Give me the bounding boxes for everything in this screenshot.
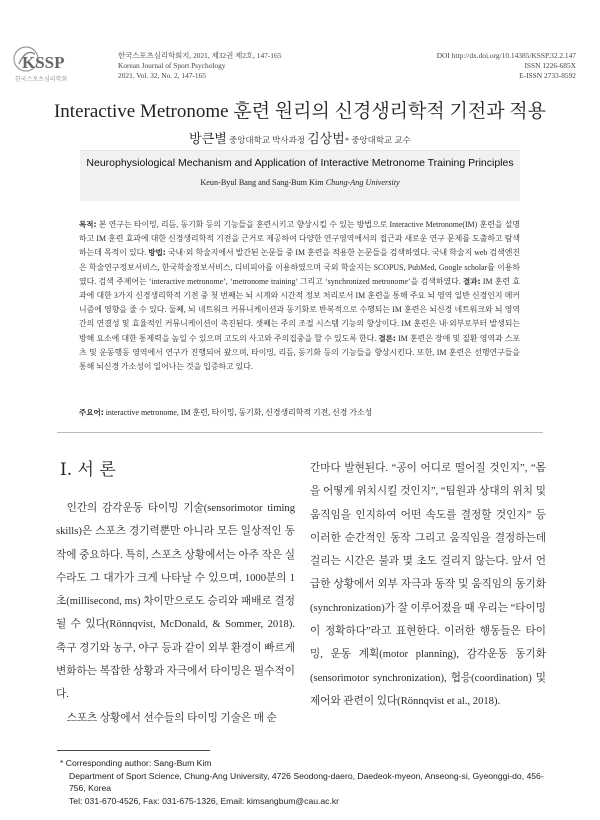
body-left-column: [56, 497, 295, 730]
abstract-method-label: 방법:: [148, 248, 166, 258]
footnote-corresponding: * Corresponding author: Sang-Bum Kim: [60, 758, 212, 768]
author-1-affiliation: 중앙대학교 박사과정: [226, 135, 308, 145]
footnote-divider: [57, 750, 210, 751]
doi-info: [437, 51, 576, 81]
body-paragraph-2: 스포츠 상황에서 선수들의 타이밍 기술은 매 순: [66, 712, 277, 724]
doi-link[interactable]: DOI http://dx.doi.org/10.14385/KSSP.32.2.147: [436, 51, 576, 60]
issn: ISSN 1226-685X: [524, 61, 576, 70]
author-2-affiliation: 중앙대학교 교수: [349, 135, 411, 145]
abstract-conclusion-label: 결론:: [378, 333, 396, 343]
english-affiliation: Chung-Ang University: [325, 178, 400, 187]
journal-info: [118, 51, 281, 81]
keywords-label: 주요어:: [79, 408, 104, 417]
eissn: E-ISSN 2733-8592: [519, 71, 576, 80]
english-title: Neurophysiological Mechanism and Application of Interactive Metronome Training Principles: [86, 157, 514, 169]
journal-volume: 2021. Vol. 32, No. 2, 147-165: [118, 71, 207, 80]
footnote: [60, 757, 550, 807]
author-line: [0, 128, 600, 147]
section-title: Ⅰ. 서 론: [60, 460, 116, 480]
corresponding-mark: *: [344, 135, 350, 145]
abstract-method: 국내·외 학술지에서 발간된 논문들 중 IM 훈련을 적용한 논문들을 검색하였다. 국내 학술지 web 검색엔진은 학술연구정보서비스, 한국학술정보서비스, 디비피아를 이용하였으며 국외 학술지는 SCOPUS, PubMed, Google scholar를 이용하였다. 검색 주제어는 ‘interactive metronome’, ‘metronome training’ 그리고 ‘synchronized metronome’을 검색하였다.: [79, 248, 520, 286]
abstract-result-label: 결과:: [463, 276, 481, 286]
kssp-logo-icon: [13, 42, 73, 76]
abstract-divider: [57, 432, 543, 433]
page-header: [0, 0, 600, 83]
journal-ko: 한국스포츠심리학회지, 2021, 제32권 제2호, 147-165: [118, 51, 282, 60]
keywords: [79, 407, 520, 418]
logo-subtitle: 한국스포츠심리학회: [15, 76, 68, 83]
abstract-conclusion: IM 훈련은 장애 및 질환 영역과 스포츠 및 운동행동 영역에서 연구가 진행되어 왔으며, 타이밍, 리듬, 동기화 등의 기능들을 향상시킨다. 또한, IM 훈련은 선행연구들을 통해 뇌신경 가소성이 일어나는 것을 입증하고 있다.: [79, 333, 521, 372]
abstract-purpose-label: 목적:: [79, 220, 97, 229]
abstract-purpose: 본 연구는 타이밍, 리듬, 동기화 등의 기능들을 훈련시키고 향상시킬 수 있는 방법으로 Interactive Metronome(IM) 훈련을 설명하고 IM 훈련 효과에 대한 신경생리학적 기전을 근거로 제공하여 다양한 연구영역에서의 접근과 새로운 연구 문제를 도출하고 탐색하는데 목적이 있다.: [79, 220, 520, 258]
english-author-names: Keun-Byul Bang and Sang-Bum Kim: [200, 178, 326, 187]
abstract-result: IM 훈련 효과에 대한 3가지 신경생리학적 기전 중 첫 번째는 뇌 시계와 시간적 정보 처리로서 IM 훈련을 통해 주요 뇌 영역 일반 신경인지 메커니즘에 영향을 줄 수 있다. 둘째, 뇌 네트워크 커뮤니케이션과 동기화로 반복적으로 수행되는 IM 훈련은 뇌신경 네트워크와 뇌 영역 간의 연결성 및 효율적인 커뮤니케이션이 촉진된다. 셋째는 주의 조절 시스템 기능의 향상이다. IM 훈련은 내·외부로부터 발생되는 방해 요소에 대한 통제력을 높일 수 있으며 고도의 사고와 주의집중을 할 수 있도록 한다.: [79, 276, 520, 343]
body-paragraph-3: 간마다 발현된다. “공이 어디로 떨어질 것인지”, “몸을 어떻게 위치시킬 것인지”, “팀원과 상대의 위치 및 움직임을 인지하여 어떤 속도를 결정할 것인지” 등 이러한 순간적인 동작 그리고 움직임을 결정하는데 걸리는 시간은 불과 몇 초도 걸리지 않는다. 앞서 언급한 상황에서 외부 자극과 동작 및 움직임의 동기화(synchronization)가 잘 이루어졌을 때 우리는 “타이밍이 정확하다”라고 표현한다. 이러한 행동들은 타이밍, 운동 계획(motor planning), 감각운동 동기화(sensorimotor synchronization), 협응(coordination) 및 제어와 관련이 있다(Rönnqvist et al., 2018).: [310, 463, 546, 707]
footnote-contact: Tel: 031-670-4526, Fax: 031-675-1326, Email: kimsangbum@cau.ac.kr: [69, 795, 340, 806]
paper-title: Interactive Metronome 훈련 원리의 신경생리학적 기전과 적용: [53, 101, 547, 122]
body-right-column: [310, 457, 546, 713]
english-authors: [0, 178, 600, 187]
logo-text: KSSP: [22, 53, 65, 72]
keywords-text: interactive metronome, IM 훈련, 타이밍, 동기화, 신경생리학적 기전, 신경 가소성: [103, 408, 373, 417]
abstract: [79, 218, 520, 374]
footnote-address: Department of Sport Science, Chung-Ang University, 4726 Seodong-daero, Daedeok-myeon, Anseong-si, Gyeonggi-do, 456-756, Korea: [69, 770, 544, 794]
author-2: 김상범: [307, 131, 345, 146]
journal-en: Korean Journal of Sport Psychology: [118, 61, 226, 70]
journal-logo: [13, 48, 111, 83]
author-1: 방큰별: [189, 131, 227, 146]
body-paragraph-1: 인간의 감각운동 타이밍 기술(sensorimotor timing skills)은 스포츠 경기력뿐만 아니라 모든 일상적인 동작에 중요하다. 특히, 스포츠 상황에서는 아주 작은 실수라도 그 대가가 크게 나타날 수 있으며, 1000분의 1초(millisecond, ms) 차이만으로도 승리와 패배로 결정될 수 있다(Rönnqvist, McDonald, & Sommer, 2018). 축구 경기와 농구, 야구 등과 같이 외부 환경이 빠르게 변화하는 복잡한 상황과 자극에서 타이밍은 필수적이다.: [56, 503, 295, 701]
